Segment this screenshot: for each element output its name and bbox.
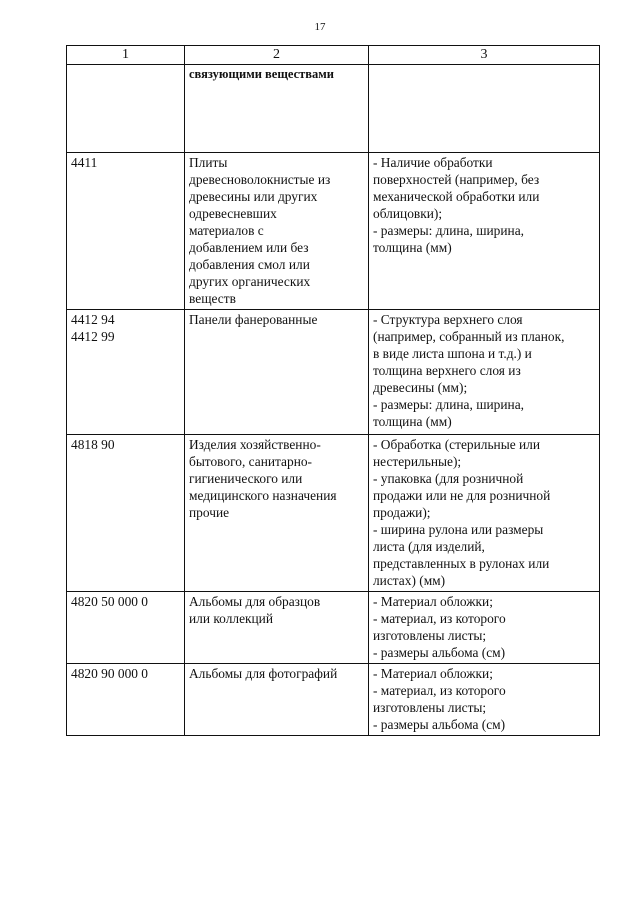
name-line: бытового, санитарно- [189, 454, 313, 469]
attr-line: продажи или не для розничной [373, 488, 551, 503]
name-line: или коллекций [189, 611, 274, 626]
attr-line: облицовки); [373, 206, 443, 221]
name-line: одревесневших [189, 206, 277, 221]
continuation-name-cell [185, 65, 369, 153]
table-row [67, 664, 600, 736]
attr-line: - размеры: длина, ширина, [373, 223, 524, 238]
page-number: 17 [314, 21, 326, 33]
name-cell [185, 435, 369, 592]
attr-line: - ширина рулона или размеры [373, 522, 544, 537]
name-line: материалов с [189, 223, 264, 238]
attr-line: древесины (мм); [373, 380, 468, 395]
attr-line: - Обработка (стерильные или [373, 437, 541, 452]
attr-line: листах) (мм) [373, 573, 446, 588]
code: 4412 99 [71, 329, 115, 344]
attr-line: толщина (мм) [373, 414, 452, 429]
code: 4411 [71, 155, 98, 170]
name-line: древесноволокнистые из [189, 172, 331, 187]
header-col-1: 1 [67, 46, 185, 65]
continuation-text: связующими веществами [189, 67, 335, 81]
attr-line: нестерильные); [373, 454, 462, 469]
name-line: прочие [189, 505, 230, 520]
name-line: Изделия хозяйственно- [189, 437, 321, 452]
name-line: древесины или других [189, 189, 318, 204]
code-cell [67, 435, 185, 592]
name-line: Альбомы для образцов [189, 594, 321, 609]
attr-line: толщина верхнего слоя из [373, 363, 521, 378]
name-line: веществ [189, 291, 236, 306]
table-row [67, 153, 600, 310]
name-cell [185, 310, 369, 435]
name-line: добавлением или без [189, 240, 309, 255]
attr-line: толщина (мм) [373, 240, 452, 255]
code-cell [67, 664, 185, 736]
attributes-cell [369, 153, 600, 310]
table-row [67, 435, 600, 592]
name-line: других органических [189, 274, 311, 289]
name-cell [185, 153, 369, 310]
code-cell [67, 592, 185, 664]
continuation-code-cell [67, 65, 185, 153]
attr-line: - материал, из которого [373, 683, 506, 698]
continuation-attr-cell [369, 65, 600, 153]
attr-line: изготовлены листы; [373, 700, 487, 715]
code: 4820 90 000 0 [71, 666, 148, 681]
attr-line: - Структура верхнего слоя [373, 312, 523, 327]
table-row [67, 592, 600, 664]
attr-line: в виде листа шпона и т.д.) и [373, 346, 532, 361]
header-row [67, 46, 600, 65]
continuation-row [67, 65, 600, 153]
attr-line: - упаковка (для розничной [373, 471, 524, 486]
header-col-3: 3 [369, 46, 600, 65]
attr-line: поверхностей (например, без [373, 172, 540, 187]
attributes-cell [369, 592, 600, 664]
table-row [67, 310, 600, 435]
attr-line: - материал, из которого [373, 611, 506, 626]
attr-line: - размеры альбома (см) [373, 717, 506, 732]
attr-line: механической обработки или [373, 189, 540, 204]
name-line: Плиты [189, 155, 228, 170]
attr-line: изготовлены листы; [373, 628, 487, 643]
name-line: медицинского назначения [189, 488, 337, 503]
name-line: Альбомы для фотографий [189, 666, 338, 681]
name-line: добавления смол или [189, 257, 310, 272]
attributes-cell [369, 310, 600, 435]
code-cell [67, 153, 185, 310]
classification-table [66, 45, 600, 736]
attributes-cell [369, 435, 600, 592]
code: 4820 50 000 0 [71, 594, 148, 609]
header-col-2: 2 [185, 46, 369, 65]
attr-line: листа (для изделий, [373, 539, 485, 554]
name-cell [185, 592, 369, 664]
attr-line: - Материал обложки; [373, 594, 493, 609]
code-cell [67, 310, 185, 435]
attr-line: представленных в рулонах или [373, 556, 550, 571]
name-line: Панели фанерованные [189, 312, 318, 327]
name-line: гигиенического или [189, 471, 303, 486]
attr-line: продажи); [373, 505, 431, 520]
code: 4412 94 [71, 312, 115, 327]
attr-line: - размеры альбома (см) [373, 645, 506, 660]
code: 4818 90 [71, 437, 115, 452]
attr-line: - размеры: длина, ширина, [373, 397, 524, 412]
attributes-cell [369, 664, 600, 736]
attr-line: (например, собранный из планок, [373, 329, 565, 344]
attr-line: - Наличие обработки [373, 155, 493, 170]
attr-line: - Материал обложки; [373, 666, 493, 681]
name-cell [185, 664, 369, 736]
